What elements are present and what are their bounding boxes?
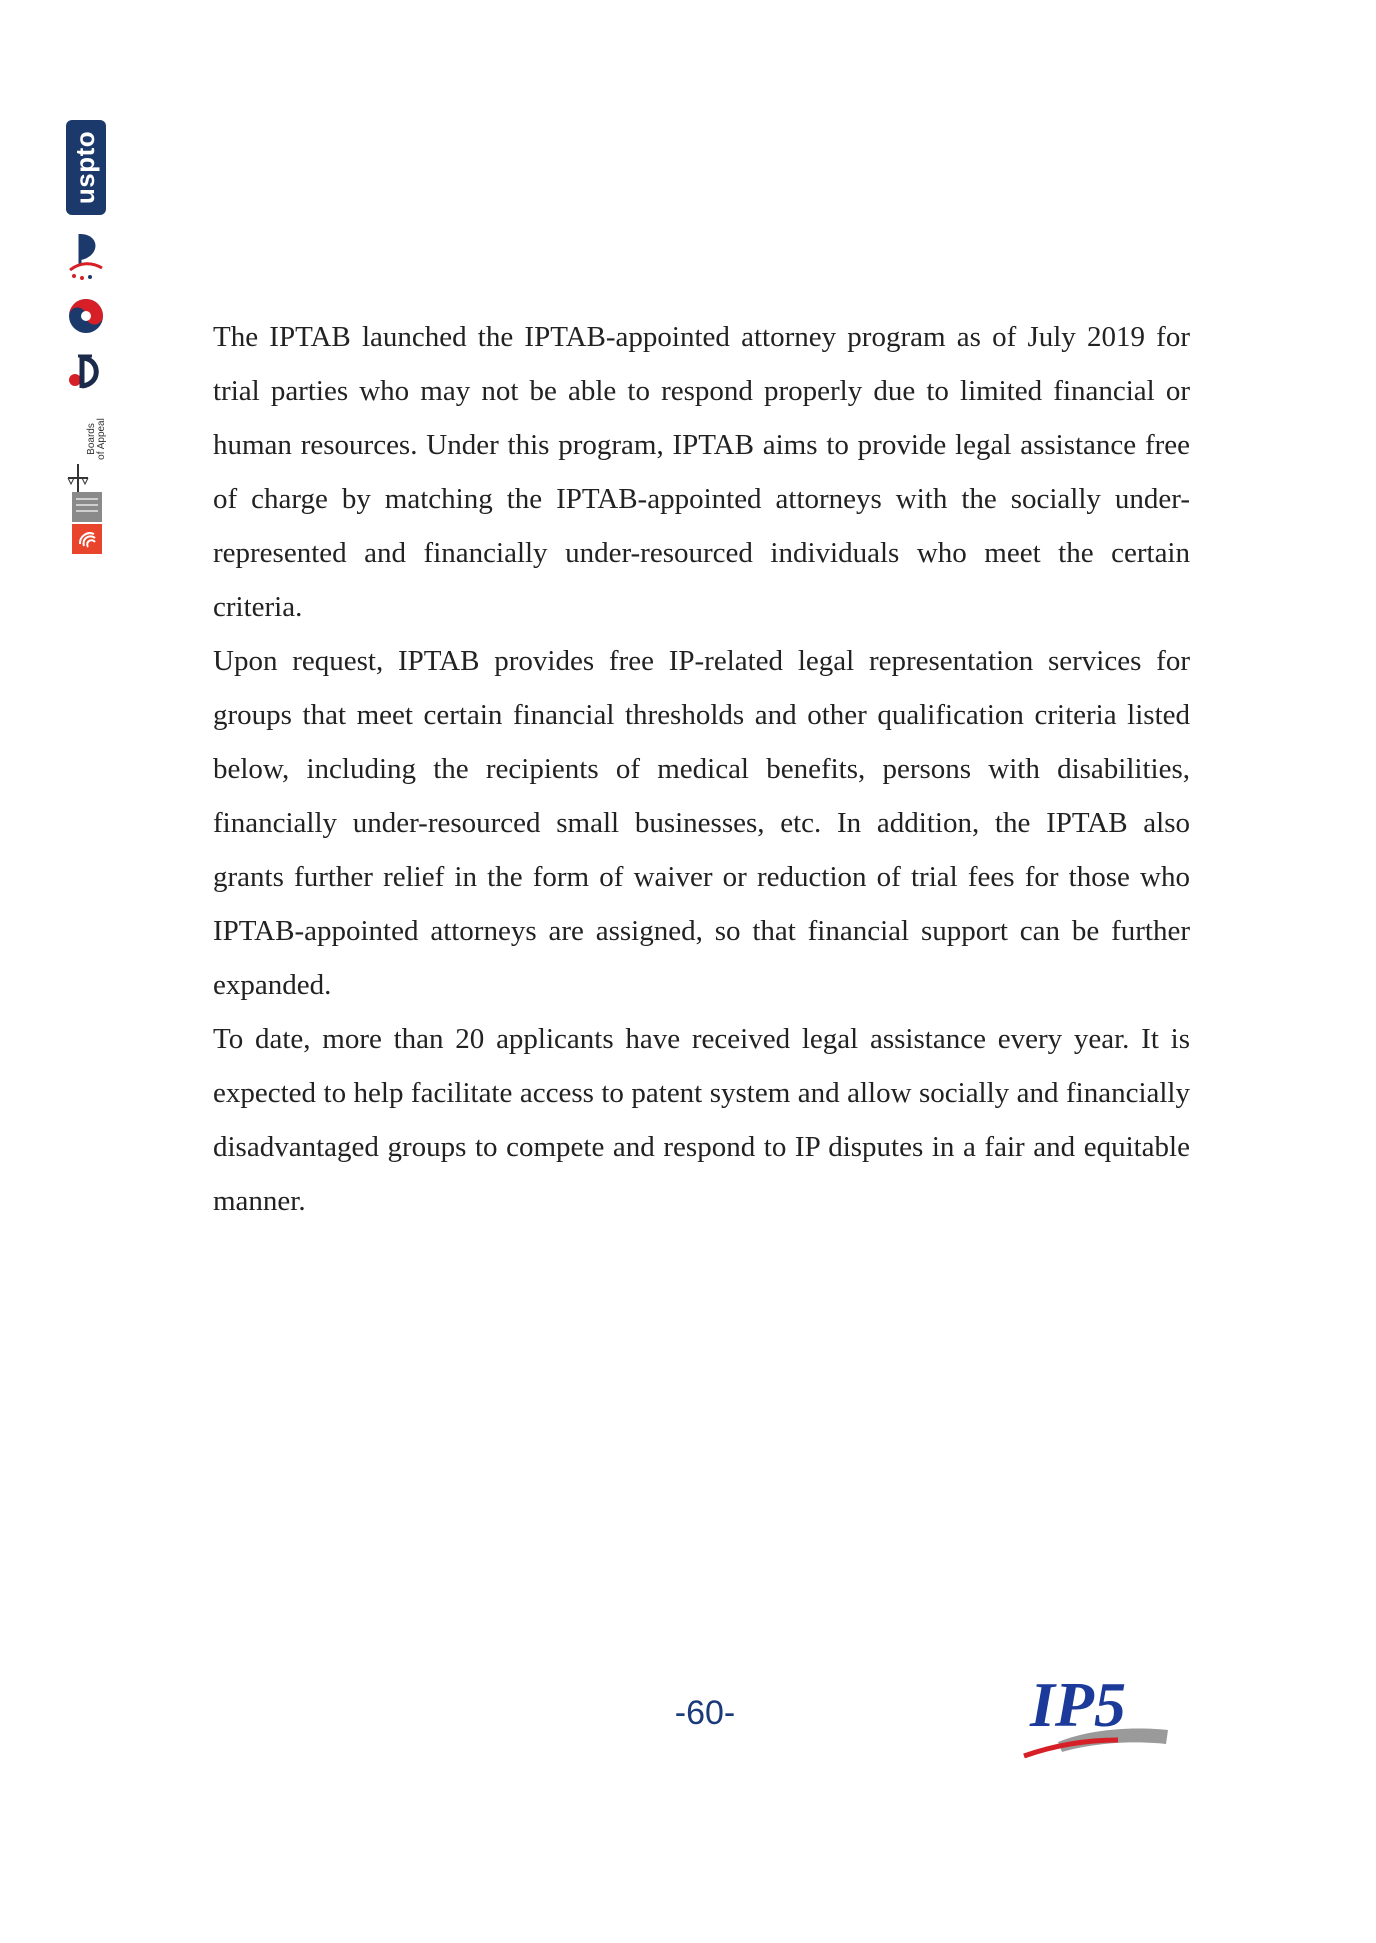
kipo-logo [66,295,106,337]
ip5-logo [1018,1660,1188,1760]
office-logos-strip [66,120,106,560]
document-body [213,310,1190,1228]
paragraph-outcomes: To date, more than 20 applicants have received legal assistance every year. It is expected to help facilitate access to patent system and allow socially and financially disadvantaged groups to compete and respond to IP disputes in a fair and equitable manner. [213,1023,1190,1217]
jpo-logo [66,350,106,394]
page-number: -60- [674,1694,736,1732]
boards-of-appeal-logo [66,408,106,500]
uspto-logo-text: uspto [70,130,101,205]
epo-logo [66,492,106,556]
uspto-logo [66,120,106,215]
boa-label-of-appeal: of Appeal [96,418,107,460]
ip5-logo-text: IP5 [1030,1669,1126,1740]
cnipa-logo [66,230,106,282]
paragraph-free-representation: Upon request, IPTAB provides free IP-related legal representation services for groups that meet certain financial thresholds and other qualification criteria listed below, including the recipients of medical benefits, persons with disabilities, financially under-resourced small businesses, etc. In addition, the IPTAB also grants further relief in the form of waiver or reduction of trial fees for those who IPTAB-appointed attorneys are assigned, so that financial support can be further expanded. [213,645,1190,1001]
boa-label-boards: Boards [86,423,97,455]
paragraph-appointed-attorney-program: The IPTAB launched the IPTAB-appointed attorney program as of July 2019 for trial parties who may not be able to respond properly due to limited financial or human resources. Under this program, IPTAB aims to provide legal assistance free of charge by matching the IPTAB-appointed attorneys with the socially under-represented and financially under-resourced individuals who meet the certain criteria. [213,321,1190,623]
